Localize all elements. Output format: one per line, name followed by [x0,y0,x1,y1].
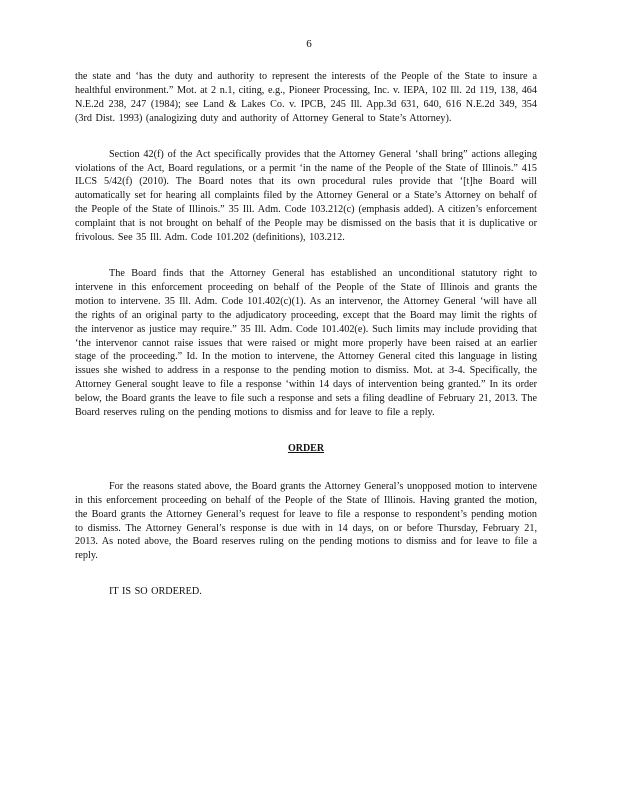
paragraph-1: the state and ‘has the duty and authority to represent the interests of the People of the State to insure a healthful environment.” Mot. at 2 n.1, citing, e.g., Pioneer Processing, Inc. v. IEPA, 102 Ill. 2d 119, 138, 464 N.E.2d 238, 247 (1984); see Land & Lakes Co. v. IPCB, 245 Ill. App.3d 631, 640, 616 N.E.2d 349, 354 (3rd Dist. 1993) (analogizing duty and authority of Attorney General to State’s Attorney). [75,71,537,124]
order-paragraph: For the reasons stated above, the Board grants the Attorney General’s unopposed motion to intervene in this enforcement proceeding on behalf of the People of the State of Illinois. Having granted the motion, the Board grants the Attorney General’s request for leave to file a response to respondent’s pending motion to dismiss. The Attorney General’s response is due with in 14 days, on or before Thursday, February 21, 2013. As noted above, the Board reserves ruling on the pending motions to dismiss and for leave to file a reply. [75,480,537,562]
page-number: 6 [306,38,312,50]
closing-statement: IT IS SO ORDERED. [109,586,202,598]
order-heading [75,442,537,456]
paragraph-2: Section 42(f) of the Act specifically provides that the Attorney General ‘shall bring” actions alleging violations of the Act, Board regulations, or a permit ‘in the name of the People of the State of Illinois.” 415 ILCS 5/42(f) (2010). The Board notes that its own procedural rules provide that ‘[t]he Board will automatically set for hearing all complaints filed by the Attorney General or a State’s Attorney on behalf of the People of the State of Illinois.” 35 Ill. Adm. Code 103.212(c) (emphasis added). A citizen’s enforcement complaint that is not brought on behalf of the People may be dismissed on the basis that it is duplicative or frivolous. See 35 Ill. Adm. Code 101.202 (definitions), 103.212. [75,148,537,244]
order-heading-text: ORDER [287,442,325,454]
paragraph-3: The Board finds that the Attorney General has established an unconditional statutory right to intervene in this enforcement proceeding on behalf of the People of the State of Illinois and grants the motion to intervene. 35 Ill. Adm. Code 101.402(c)(1). As an intervenor, the Attorney General ‘will have all the rights of an original party to the adjudicatory proceeding, except that the Board may limit the rights of the intervenor as justice may require.” 35 Ill. Adm. Code 101.402(e). Such limits may include providing that ‘the intervenor cannot raise issues that were raised or might more properly have been raised at an earlier stage of the proceeding.” Id. In the motion to intervene, the Attorney General cited this language in listing issues she wished to address in a response to the pending motion to dismiss. Mot. at 3-4. Specifically, the Attorney General sought leave to file a response ‘within 14 days of intervention being granted.” In its order below, the Board grants the leave to file such a response and sets a filing deadline of February 21, 2013. The Board reserves ruling on the pending motions to dismiss and for leave to file a reply. [75,267,537,419]
document-body [75,70,537,621]
